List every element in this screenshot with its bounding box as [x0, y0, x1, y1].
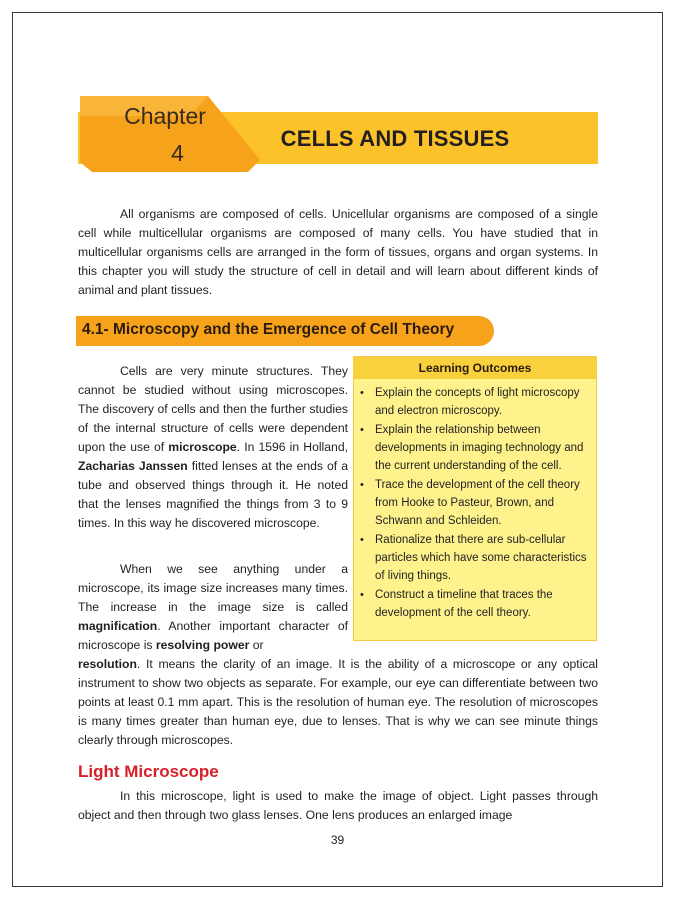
text-run: fitted lenses at the ends of a tube and observed things through it. He noted that the lenses magnified the things from 3 to 9 times. In this way he discovered microscope.	[78, 459, 348, 530]
learning-outcomes-heading: Learning Outcomes	[353, 357, 597, 379]
learning-outcomes-list	[354, 384, 594, 623]
paragraph-magnification	[78, 560, 348, 655]
intro-paragraph: All organisms are composed of cells. Unicellular organisms are composed of a single cell while multicellular organisms are composed of many cells. You have studied that in multicellular organisms cells are arranged in the form of tissues, organs and organ systems. In this chapter you will study the structure of cell in detail and will learn about different kinds of animal and plant tissues.	[78, 207, 598, 297]
learning-outcome-text: Trace the development of the cell theory from Hooke to Pasteur, Brown, and Schwann and Schleiden.	[375, 479, 580, 527]
section-heading: 4.1- Microscopy and the Emergence of Cell Theory	[82, 321, 455, 338]
text-run: When we see anything under a microscope, its image size increases many times. The increase in the image size is called	[78, 562, 348, 614]
text-run: . In 1596 in Holland,	[236, 440, 348, 454]
learning-outcome-item	[354, 531, 594, 585]
learning-outcome-item	[354, 384, 594, 420]
paragraph-microscope-history	[78, 362, 348, 533]
learning-outcome-text: Explain the relationship between developments in imaging technology and the current understanding of the cell.	[375, 424, 584, 472]
text-run: . It means the clarity of an image. It is the ability of a microscope or any optical instrument to show two objects as separate. For example, our eye can differentiate between two points at least 0.1 mm apart. This is the resolution of human eye. The resolution of microscopes is many times greater than human eye, due to lenses. That is why we can see minute things clearly through microscopes.	[78, 657, 598, 747]
bullet-icon: •	[360, 589, 364, 601]
bullet-icon: •	[360, 424, 364, 436]
text-run: Cells are very minute structures. They cannot be studied without using microscopes. The discovery of cells and then the further studies of the internal structure of cells were dependent upon the use of	[78, 364, 348, 454]
chapter-label: Chapter	[124, 103, 206, 129]
chapter-number: 4	[171, 140, 184, 166]
bullet-icon: •	[360, 534, 364, 546]
learning-outcome-text: Construct a timeline that traces the development of the cell theory.	[375, 589, 553, 619]
learning-outcome-item	[354, 586, 594, 622]
term-resolving-power: resolving power	[155, 638, 250, 652]
page-number: 39	[330, 833, 345, 847]
subsection-heading: Light Microscope	[78, 762, 219, 781]
text-run: . Another important character of microscope is	[78, 619, 348, 652]
text-run: or	[249, 638, 264, 652]
bullet-icon: •	[360, 479, 364, 491]
learning-outcome-item	[354, 476, 594, 530]
term-magnification: magnification	[78, 619, 158, 633]
learning-outcome-text: Rationalize that there are sub-cellular particles which have some characteristics of living things.	[375, 534, 587, 582]
term-resolution: resolution	[78, 657, 137, 671]
term-microscope: microscope	[168, 440, 237, 454]
learning-outcome-text: Explain the concepts of light microscopy and electron microscopy.	[375, 387, 580, 417]
chapter-title: CELLS AND TISSUES	[280, 126, 510, 151]
bullet-icon: •	[360, 387, 364, 399]
learning-outcome-item	[354, 421, 594, 475]
name-zacharias-janssen: Zacharias Janssen	[78, 459, 188, 473]
paragraph-resolution	[78, 655, 598, 750]
paragraph-light-microscope: In this microscope, light is used to make the image of object. Light passes through object and then through two glass lenses. One lens produces an enlarged image	[78, 789, 598, 822]
